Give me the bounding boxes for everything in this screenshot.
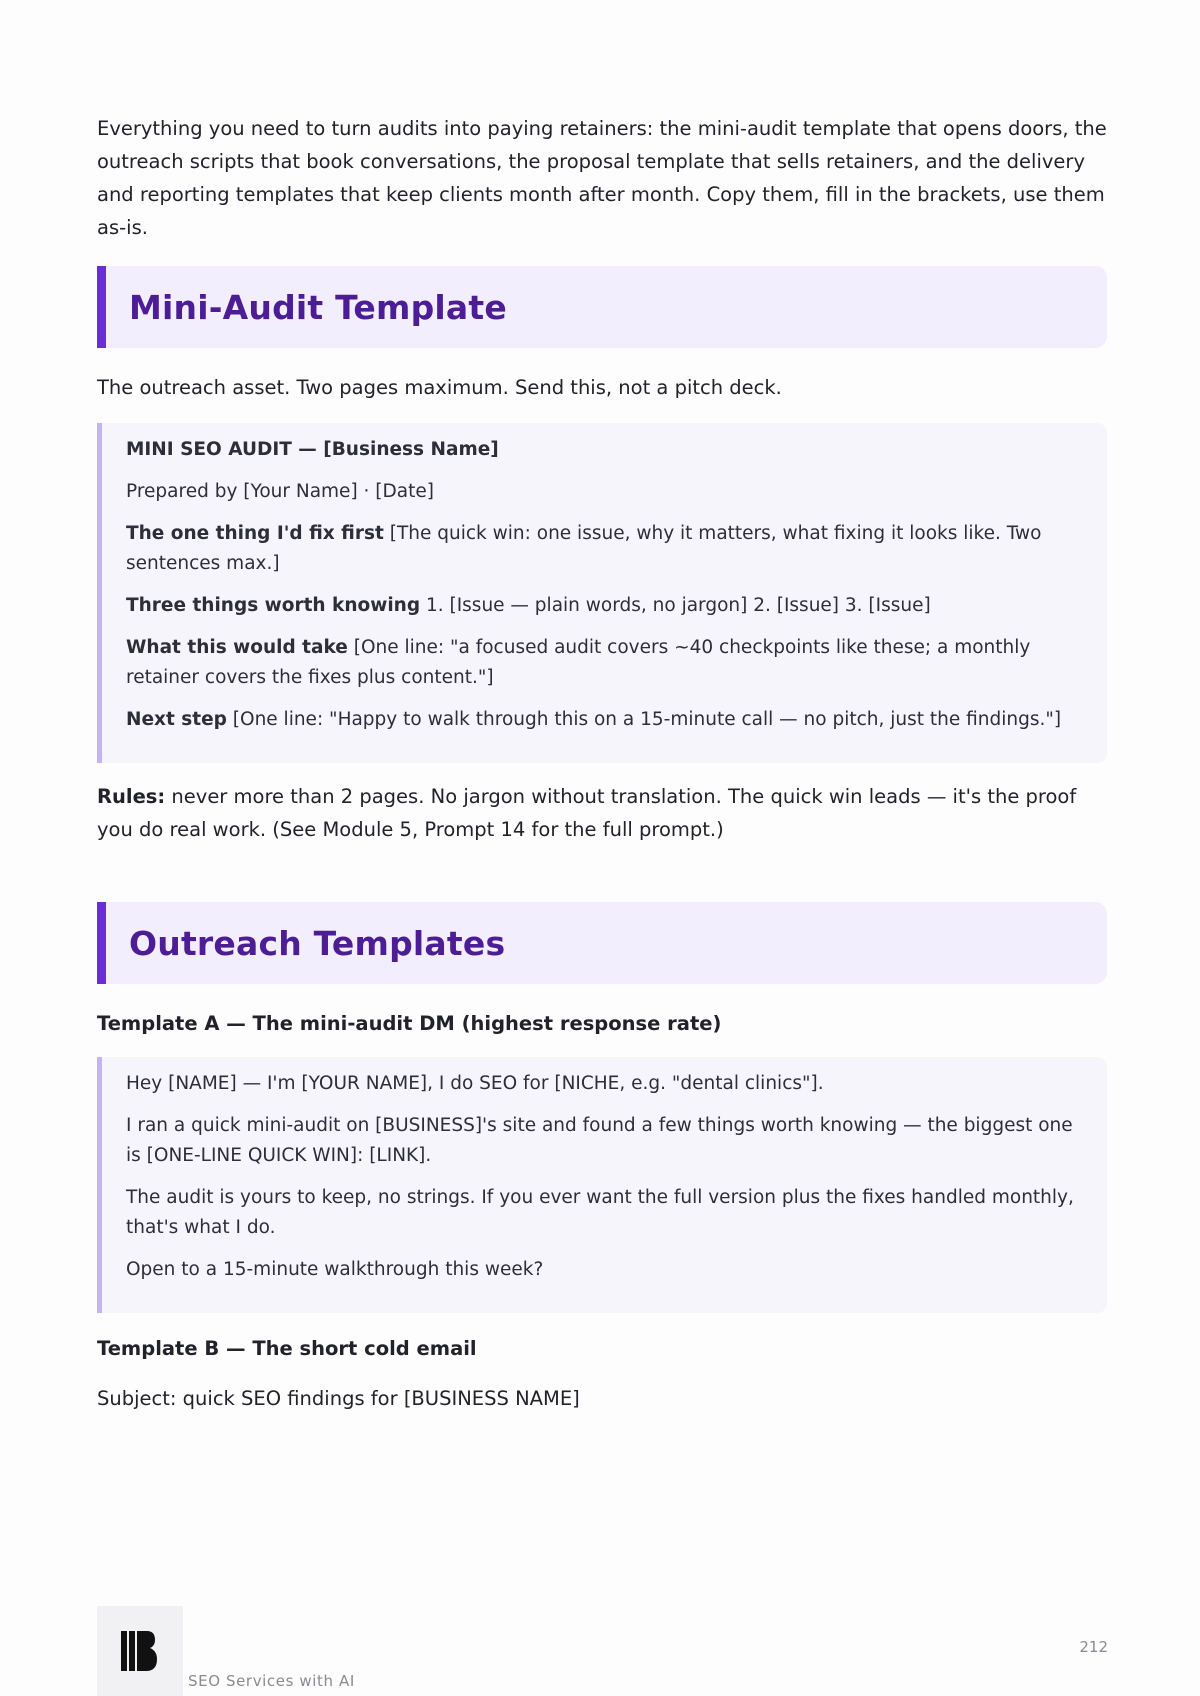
intro-paragraph: Everything you need to turn audits into paying retainers: the mini-audit template that opens doors, the outreach scripts that book conversations, the proposal template that sells retainers, and the delivery and reporting templates that keep clients month after month. Copy them, fill in the brackets, use them as-is. <box>97 117 1107 239</box>
audit-prepared-by: Prepared by [Your Name] · [Date] <box>126 481 434 502</box>
rules-paragraph <box>97 780 1107 846</box>
audit-row-label: The one thing I'd fix first <box>126 523 384 544</box>
template-a-title: Template A — The mini-audit DM (highest response rate) <box>97 1012 722 1035</box>
template-a-line: I ran a quick mini-audit on [BUSINESS]'s site and found a few things worth knowing — the biggest one is [ONE-LINE QUICK WIN]: [LINK]. <box>126 1115 1073 1166</box>
mini-audit-template-box <box>97 423 1107 763</box>
audit-row <box>126 705 1087 735</box>
audit-row <box>126 591 1087 621</box>
audit-row-text: 1. [Issue — plain words, no jargon] 2. [Issue] 3. [Issue] <box>420 595 931 616</box>
audit-title: MINI SEO AUDIT — [Business Name] <box>126 439 499 460</box>
rules-label: Rules: <box>97 785 166 808</box>
template-a-box <box>97 1057 1107 1313</box>
page-number: 212 <box>1079 1638 1108 1656</box>
mini-audit-lead: The outreach asset. Two pages maximum. Send this, not a pitch deck. <box>97 376 782 399</box>
audit-row-label: What this would take <box>126 637 348 658</box>
audit-row-label: Next step <box>126 709 227 730</box>
section-header-outreach <box>97 902 1107 984</box>
audit-row-text: [One line: "Happy to walk through this on a 15-minute call — no pitch, just the findings."] <box>226 709 1062 730</box>
section-title: Mini-Audit Template <box>129 287 507 327</box>
section-header-mini-audit <box>97 266 1107 348</box>
audit-row-label: Three things worth knowing <box>126 595 421 616</box>
rules-text: never more than 2 pages. No jargon without translation. The quick win leads — it's the proof you do real work. (See Module 5, Prompt 14 for the full prompt.) <box>97 785 1077 841</box>
brand-logo <box>97 1606 183 1696</box>
template-a-line: The audit is yours to keep, no strings. If you ever want the full version plus the fixes handled monthly, that's what I do. <box>126 1187 1074 1238</box>
template-b-subject: Subject: quick SEO findings for [BUSINESS NAME] <box>97 1387 580 1410</box>
template-b-title: Template B — The short cold email <box>97 1337 477 1360</box>
audit-row-text: [One line: "a focused audit covers ~40 checkpoints like these; a monthly retainer covers the fixes plus content."] <box>126 637 1031 688</box>
audit-row <box>126 519 1087 579</box>
section-title: Outreach Templates <box>129 923 506 963</box>
audit-row-text: [The quick win: one issue, why it matters, what fixing it looks like. Two sentences max.] <box>126 523 1042 574</box>
template-a-line: Open to a 15-minute walkthrough this week? <box>126 1259 544 1280</box>
audit-row <box>126 633 1087 693</box>
footer-brand: SEO Services with AI <box>188 1672 355 1690</box>
book-logo-icon <box>119 1628 161 1674</box>
template-a-line: Hey [NAME] — I'm [YOUR NAME], I do SEO for [NICHE, e.g. "dental clinics"]. <box>126 1073 824 1094</box>
